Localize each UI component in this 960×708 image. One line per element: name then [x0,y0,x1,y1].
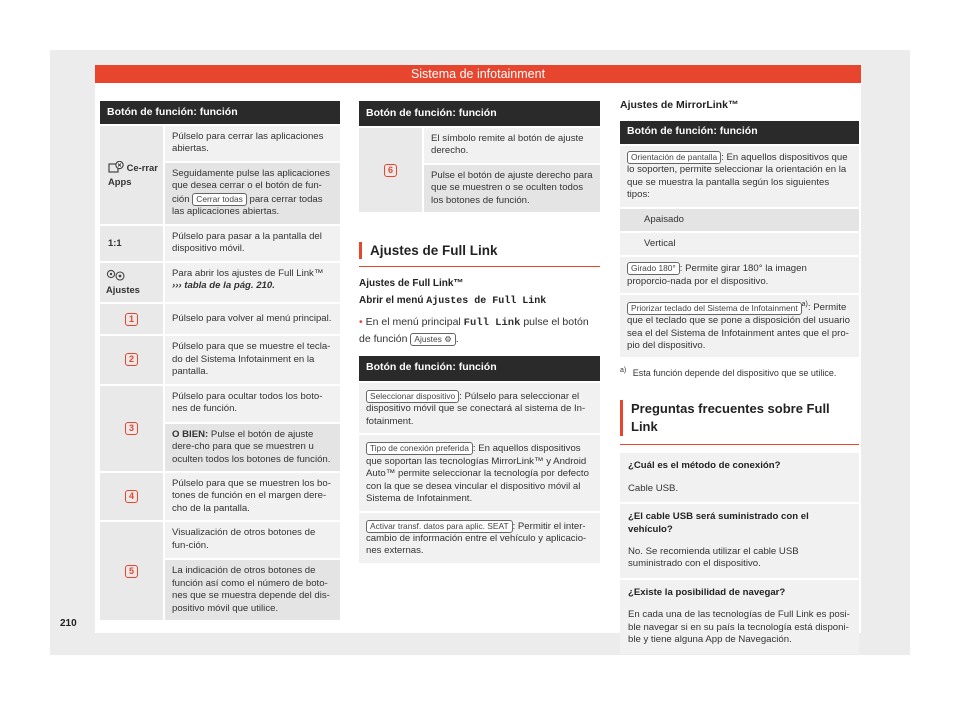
subtitle-full-link: Ajustes de Full Link™ [359,278,464,290]
settings-key [100,262,164,303]
callout-3-desc-2-text: Pulse el botón de ajuste dere-cho para que se muestren u oculten todos los botones de función. [172,428,331,465]
callout-number-3: 3 [125,422,138,435]
orientation-button[interactable]: Orientación de pantalla [627,151,721,164]
faq-list [620,453,859,654]
faq-answer: Cable USB. [628,482,679,494]
table-row [620,256,859,294]
table-row [620,145,859,208]
option-portrait: Vertical [620,232,859,256]
function-table-middle-top [359,101,600,212]
section-title: Ajustes de Full Link [359,242,600,259]
one-to-one-key: 1:1 [100,225,164,262]
data-transfer-row [359,512,600,563]
faq-answer: No. Se recomienda utilizar el cable USB suministrado con el dispositivo. [628,546,799,570]
middle-column [359,101,600,563]
settings-button-label: Ajustes [414,333,442,344]
table-header: Botón de función: función [359,101,600,127]
table-row [359,382,600,434]
preferred-connection-desc: : En aquellos dispositivos que soportan las tecnologías MirrorLink™ y Android Auto™ permite seleccionar la tecnología por defecto con la que se desea vincular el dispositivo móvil al Sistema de Infotainment. [366,443,589,505]
footnote-ref: a) [801,301,808,309]
left-column [100,101,340,620]
callout-3 [100,385,164,472]
table-row [359,434,600,511]
callout-3-desc-2 [164,423,340,472]
table-row [100,262,340,303]
callout-number-5: 5 [125,565,138,578]
settings-small-icon: ⚙ [444,333,452,344]
page-reference-link[interactable]: ››› tabla de la pág. 210. [172,280,275,292]
menu-name: Ajustes de Full Link [426,296,547,308]
settings-label: Ajustes [106,283,140,295]
or-label: O BIEN: [172,428,209,440]
faq-question: ¿Existe la posibilidad de navegar? [628,586,786,598]
bullet-text-mid: pulse el botón de función [359,316,589,345]
close-all-button[interactable]: Cerrar todas [192,193,247,206]
rotate-row [620,256,859,294]
callout-1 [100,303,164,335]
table-header: Botón de función: función [620,121,859,145]
faq-item [620,580,859,654]
close-apps-label: Ce-rrar Apps [108,162,158,188]
callout-6 [359,127,423,212]
preferred-connection-row [359,434,600,511]
close-apps-desc-2-post: para cerrar todas las aplicaciones abiertas. [172,193,323,218]
table-row [359,127,600,164]
table-row [100,521,340,559]
table-row [100,335,340,384]
faq-question: ¿El cable USB será suministrado con el vehículo? [628,511,809,535]
function-table-left [100,101,340,620]
callout-number-1: 1 [125,313,138,326]
rotate-desc: : Permite girar 180° la imagen proporcio-nada por el dispositivo. [627,263,807,287]
preferred-connection-button[interactable]: Tipo de conexión preferida [366,442,473,455]
callout-2 [100,335,164,384]
table-row [620,294,859,357]
callout-6-desc-1: El símbolo remite al botón de ajuste derecho. [423,127,600,164]
right-column [620,99,859,654]
one-to-one-desc: Púlselo para pasar a la pantalla del dispositivo móvil. [164,225,340,262]
footnote-mark: a) [620,367,627,375]
settings-icon [106,269,126,284]
main-menu-full-link: Full Link [463,317,521,330]
table-row [620,208,859,232]
callout-4-desc: Púlselo para que se muestren los bo-tones de función en el margen dere-cho de la pantalla. [164,472,340,521]
select-device-row [359,382,600,434]
table-row [100,472,340,521]
footnote [620,366,859,380]
callout-number-6: 6 [384,164,397,177]
callout-1-desc: Púlselo para volver al menú principal. [164,303,340,335]
table-row [100,225,340,262]
mirrorlink-table [620,121,859,358]
callout-6-desc-2: Pulse el botón de ajuste derecho para que se muestren o se oculten todos los botones de función. [423,164,600,212]
callout-3-desc-1: Púlselo para ocultar todos los boto-nes de función. [164,385,340,423]
subtitle-open-menu-text: Abrir el menú [359,295,424,307]
page-header-banner: Sistema de infotainment [95,65,861,83]
orientation-row [620,145,859,208]
faq-heading-wrap [620,400,859,445]
table-row [359,512,600,563]
footnote-text: Esta función depende del dispositivo que se utilice. [632,368,837,379]
callout-2-desc: Púlselo para que se muestre el tecla-do del Sistema Infotainment en la pantalla. [164,335,340,384]
option-landscape: Apaisado [620,208,859,232]
faq-title: Preguntas frecuentes sobre Full Link [620,400,859,436]
keyboard-row [620,294,859,357]
instruction-bullet: • En el menú principal Full Link pulse el botón de función Ajustes ⚙ . [359,316,589,345]
bullet-text-pre: En el menú principal [365,316,461,329]
table-row [100,303,340,335]
close-apps-desc-2-text: Seguidamente pulse las aplicaciones que desea cerrar o el botón de fun-ción [172,167,330,205]
orientation-desc: : En aquellos dispositivos que lo soporten, permite seleccionar la orientación en la que se muestra la pantalla según los siguientes tipos: [627,151,848,201]
callout-number-2: 2 [125,353,138,366]
table-row [620,232,859,256]
table-header: Botón de función: función [100,101,340,125]
close-apps-key [100,125,164,225]
close-apps-desc-1: Púlselo para cerrar las aplicaciones abiertas. [164,125,340,162]
faq-question: ¿Cuál es el método de conexión? [628,460,781,472]
callout-number-4: 4 [125,490,138,503]
close-apps-icon [108,161,124,176]
rotate-180-button[interactable]: Girado 180° [627,262,680,275]
settings-button[interactable] [410,333,455,346]
callout-4 [100,472,164,521]
data-transfer-button[interactable]: Activar transf. datos para aplic. SEAT [366,520,513,533]
mirrorlink-title: Ajustes de MirrorLink™ [620,99,739,111]
keyboard-desc: : Permite que el teclado que se pone a disposición del usuario sea el del Sistema de Infotainment antes que el pro-pio del dispositivo. [627,302,850,351]
callout-5 [100,521,164,620]
faq-answer: En cada una de las tecnologías de Full Link es posi-ble navegar si en su país la tecnología está disponi-ble y tiene alguna App de Navegación. [628,609,850,646]
section-heading-wrap [359,242,600,267]
table-header: Botón de función: función [359,356,600,382]
subtitle-open-menu [359,294,600,308]
callout-5-desc-2: La indicación de otros botones de función así como el número de boto-nes que se muestra depende del dis-positivo móvil que utilice. [164,559,340,620]
faq-item [620,504,859,578]
settings-desc-text: Para abrir los ajustes de Full Link™ [172,267,324,279]
data-transfer-desc: : Permitir el inter-cambio de información entre el vehículo y aplicacio-nes externas. [366,520,587,557]
settings-desc [164,262,340,303]
callout-5-desc-1: Visualización de otros botones de fun-ción. [164,521,340,559]
close-apps-desc-2 [164,162,340,225]
select-device-desc: : Púlselo para seleccionar el dispositivo móvil que se conectará al sistema de In-fotainment. [366,390,586,427]
faq-item [620,453,859,502]
table-row [100,125,340,162]
bullet-icon: • [359,316,363,329]
select-device-button[interactable]: Seleccionar dispositivo [366,390,459,403]
table-row [100,385,340,423]
prioritize-keyboard-button[interactable]: Priorizar teclado del Sistema de Infotainment [627,302,802,315]
full-link-settings-table [359,356,600,563]
page-number: 210 [60,618,77,629]
